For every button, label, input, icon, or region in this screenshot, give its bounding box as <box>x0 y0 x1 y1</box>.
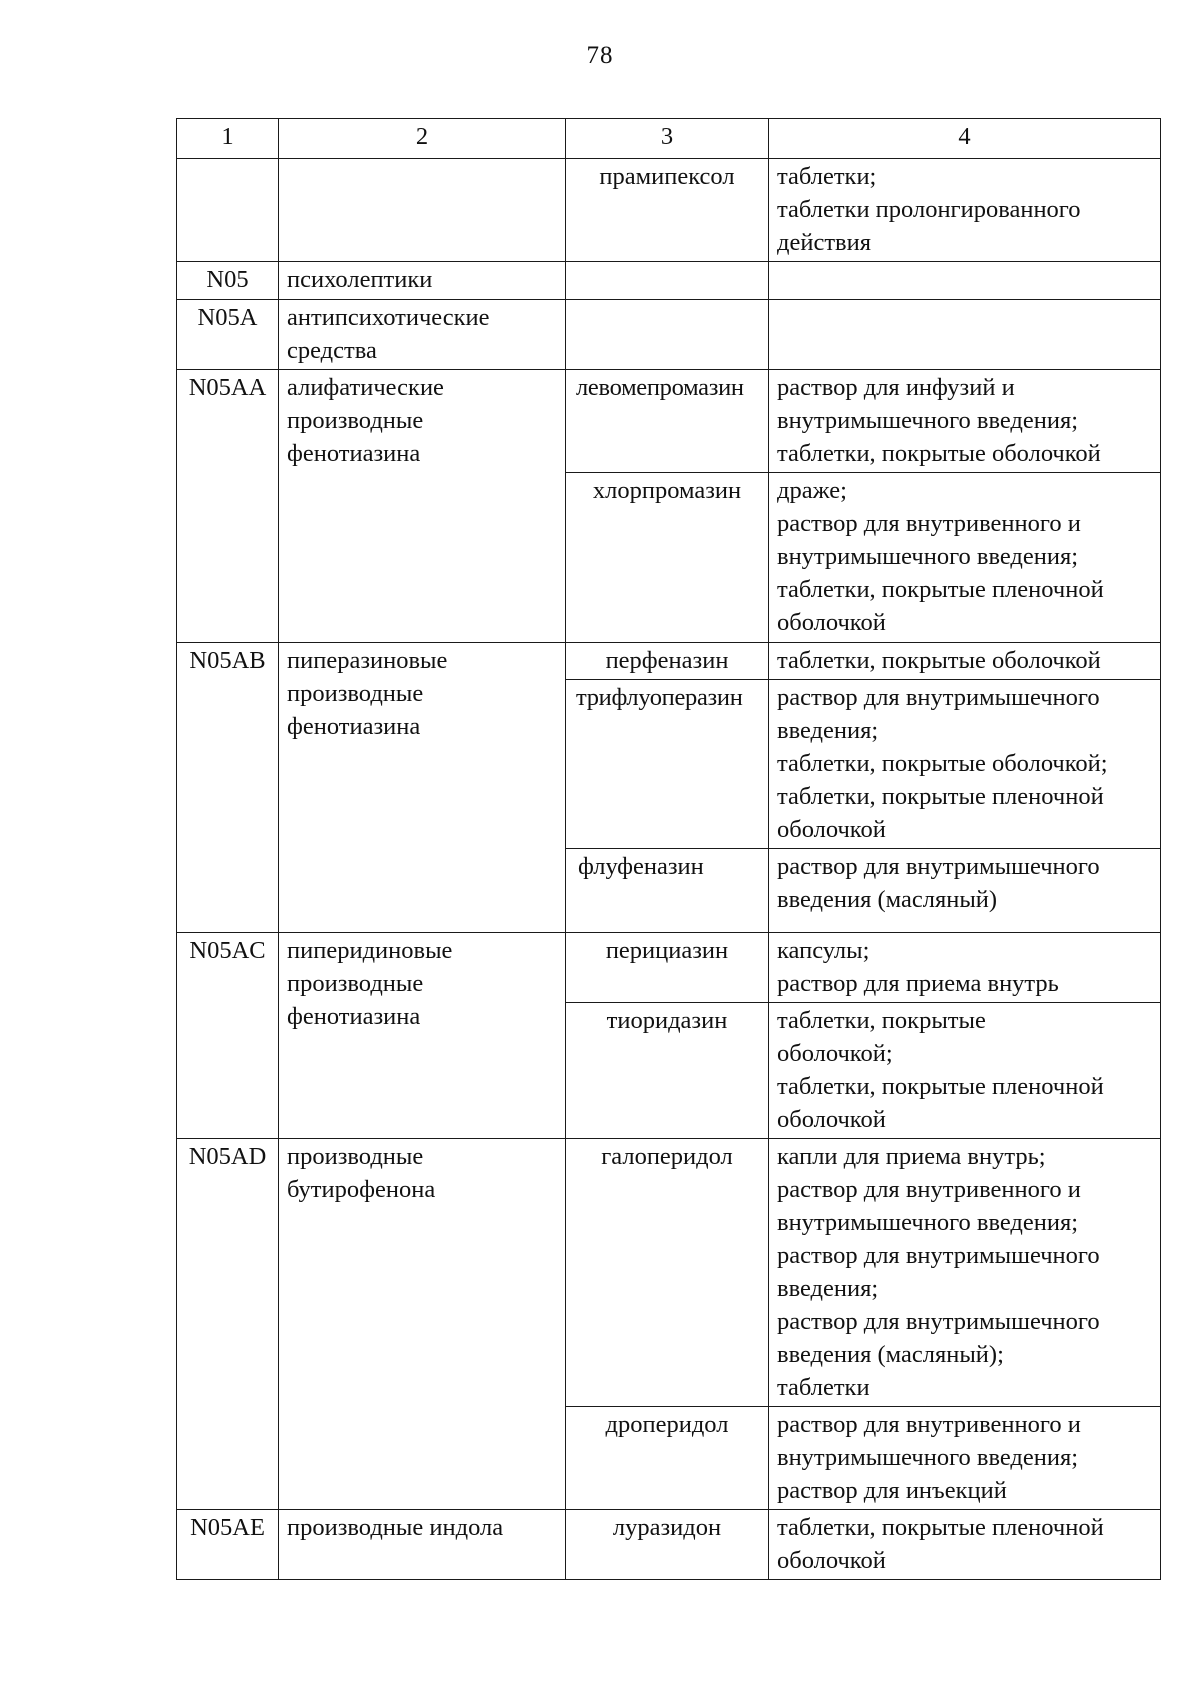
dosage-form-line: раствор для инъекций <box>777 1477 1007 1504</box>
dosage-form-cell <box>769 1139 1161 1407</box>
dosage-form-line: оболочкой <box>777 1547 886 1574</box>
atc-name-cell: психолептики <box>279 262 566 300</box>
dosage-form-line: таблетки; <box>777 163 877 190</box>
dosage-form-line: раствор для внутримышечного <box>777 1242 1100 1269</box>
dosage-form-line: таблетки, покрытые пленочной <box>777 1073 1104 1100</box>
dosage-form-line: введения; <box>777 1275 879 1302</box>
table-row <box>177 1139 1161 1407</box>
atc-code-cell: N05 <box>177 262 279 300</box>
atc-name-line: производные <box>287 970 424 997</box>
atc-name-cell: производные индола <box>279 1510 566 1580</box>
dosage-form-line: введения (масляный); <box>777 1341 1004 1368</box>
dosage-form-line: введения; <box>777 717 879 744</box>
dosage-form-line: драже; <box>777 477 847 504</box>
atc-name-cell <box>279 643 566 933</box>
dosage-form-cell <box>769 370 1161 473</box>
dosage-form-line: таблетки, покрытые пленочной <box>777 576 1104 603</box>
dosage-form-cell <box>769 300 1161 370</box>
dosage-form-line: оболочкой; <box>777 1040 893 1067</box>
atc-name-cell <box>279 300 566 370</box>
atc-name-line: производные <box>287 680 424 707</box>
header-cell-1: 1 <box>177 119 279 159</box>
atc-code-cell: N05A <box>177 300 279 370</box>
atc-code-cell <box>177 159 279 262</box>
dosage-form-line: таблетки, покрытые пленочной <box>777 783 1104 810</box>
dosage-form-line: таблетки, покрытые <box>777 1007 986 1034</box>
inn-cell: тиоридазин <box>566 1003 769 1139</box>
dosage-form-line: таблетки, покрытые оболочкой <box>777 647 1101 674</box>
dosage-form-line: внутримышечного введения; <box>777 1444 1079 1471</box>
dosage-form-line: раствор для внутримышечного <box>777 853 1100 880</box>
atc-name-line: производные <box>287 407 424 434</box>
inn-cell: хлорпромазин <box>566 473 769 643</box>
inn-cell: галоперидол <box>566 1139 769 1407</box>
dosage-form-line: таблетки, покрытые оболочкой <box>777 440 1101 467</box>
atc-name-line: пиперазиновые <box>287 647 448 674</box>
dosage-form-cell <box>769 159 1161 262</box>
atc-name-line: бутирофенона <box>287 1176 436 1203</box>
table-row <box>177 933 1161 1003</box>
table-row <box>177 1510 1161 1580</box>
dosage-form-line: внутримышечного введения; <box>777 543 1079 570</box>
page-number: 78 <box>586 42 614 69</box>
dosage-form-line: таблетки, покрытые пленочной <box>777 1514 1104 1541</box>
inn-cell: флуфеназин <box>566 849 769 933</box>
atc-name-line: пиперидиновые <box>287 937 453 964</box>
inn-cell: прамипексол <box>566 159 769 262</box>
atc-name-line: фенотиазина <box>287 1003 421 1030</box>
dosage-form-line: таблетки <box>777 1374 870 1401</box>
dosage-form-cell <box>769 1407 1161 1510</box>
atc-name-line: алифатические <box>287 374 444 401</box>
table-row <box>177 262 1161 300</box>
dosage-form-line: таблетки пролонгированного <box>777 196 1081 223</box>
header-cell-2: 2 <box>279 119 566 159</box>
drug-table <box>176 118 1161 1580</box>
header-cell-4: 4 <box>769 119 1161 159</box>
inn-cell: перициазин <box>566 933 769 1003</box>
table-row <box>177 643 1161 680</box>
inn-cell: перфеназин <box>566 643 769 680</box>
dosage-form-line: раствор для инфузий и <box>777 374 1015 401</box>
inn-cell <box>566 262 769 300</box>
atc-code-cell: N05AE <box>177 1510 279 1580</box>
dosage-form-line: раствор для внутривенного и <box>777 1411 1081 1438</box>
dosage-form-line: капсулы; <box>777 937 870 964</box>
atc-name-line: фенотиазина <box>287 440 421 467</box>
dosage-form-line: раствор для внутримышечного <box>777 1308 1100 1335</box>
dosage-form-line: оболочкой <box>777 609 886 636</box>
dosage-form-cell <box>769 1003 1161 1139</box>
dosage-form-line: оболочкой <box>777 816 886 843</box>
atc-name-line: антипсихотические <box>287 304 490 331</box>
table-row <box>177 370 1161 473</box>
inn-cell <box>566 300 769 370</box>
table-row <box>177 159 1161 262</box>
table-row <box>177 300 1161 370</box>
atc-code-cell: N05AB <box>177 643 279 933</box>
dosage-form-line: таблетки, покрытые оболочкой; <box>777 750 1108 777</box>
dosage-form-line: оболочкой <box>777 1106 886 1133</box>
header-cell-3: 3 <box>566 119 769 159</box>
dosage-form-line: раствор для приема внутрь <box>777 970 1059 997</box>
atc-name-line: средства <box>287 337 377 364</box>
table-header-row <box>177 119 1161 159</box>
dosage-form-line: капли для приема внутрь; <box>777 1143 1046 1170</box>
atc-code-cell: N05AC <box>177 933 279 1139</box>
dosage-form-line: раствор для внутримышечного <box>777 684 1100 711</box>
dosage-form-line: раствор для внутривенного и <box>777 510 1081 537</box>
atc-name-line: фенотиазина <box>287 713 421 740</box>
dosage-form-line: внутримышечного введения; <box>777 407 1079 434</box>
dosage-form-cell <box>769 1510 1161 1580</box>
dosage-form-cell <box>769 849 1161 933</box>
dosage-form-line: раствор для внутривенного и <box>777 1176 1081 1203</box>
inn-cell: левомепромазин <box>566 370 769 473</box>
atc-code-cell: N05AD <box>177 1139 279 1510</box>
atc-name-line: производные <box>287 1143 424 1170</box>
dosage-form-line: введения (масляный) <box>777 886 998 913</box>
dosage-form-cell <box>769 262 1161 300</box>
atc-code-cell: N05AA <box>177 370 279 643</box>
atc-name-cell <box>279 933 566 1139</box>
inn-cell: дроперидол <box>566 1407 769 1510</box>
dosage-form-cell <box>769 643 1161 680</box>
dosage-form-cell <box>769 680 1161 849</box>
dosage-form-line: внутримышечного введения; <box>777 1209 1079 1236</box>
inn-cell: трифлуоперазин <box>566 680 769 849</box>
dosage-form-cell <box>769 933 1161 1003</box>
dosage-form-cell <box>769 473 1161 643</box>
atc-name-cell <box>279 1139 566 1510</box>
dosage-form-line: действия <box>777 229 871 256</box>
inn-cell: луразидон <box>566 1510 769 1580</box>
atc-name-cell <box>279 159 566 262</box>
atc-name-cell <box>279 370 566 643</box>
